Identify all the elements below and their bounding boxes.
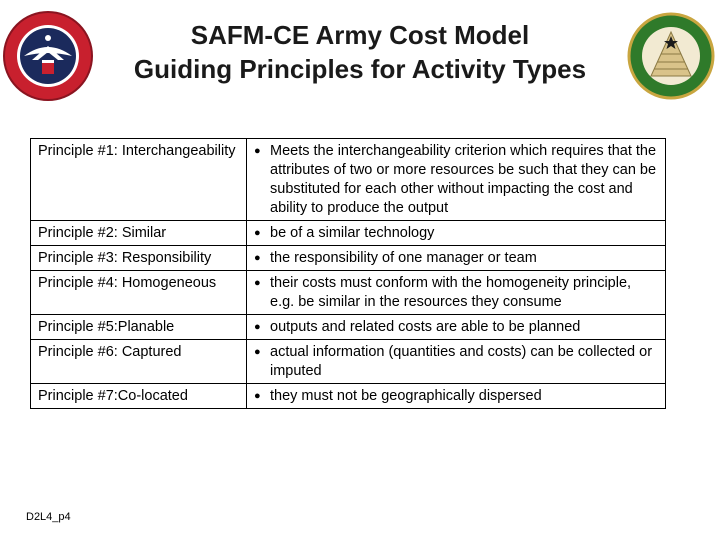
principle-name: Principle #2: Similar bbox=[31, 221, 247, 246]
principle-description bbox=[247, 315, 666, 340]
bullet-icon: ● bbox=[254, 390, 261, 402]
army-pyramid-seal-icon bbox=[627, 12, 715, 100]
slide-id: D2L4_p4 bbox=[26, 511, 71, 523]
title-line-1: SAFM-CE Army Cost Model bbox=[190, 20, 530, 50]
principle-name: Principle #7:Co-located bbox=[31, 384, 247, 409]
bullet-icon: ● bbox=[254, 145, 261, 157]
principle-text: be of a similar technology bbox=[270, 225, 435, 241]
principle-name: Principle #5:Planable bbox=[31, 315, 247, 340]
table-row bbox=[31, 315, 666, 340]
principle-text: they must not be geographically dispersed bbox=[270, 388, 542, 404]
principle-text: actual information (quantities and costs) can be collected or imputed bbox=[270, 344, 653, 379]
principle-name: Principle #1: Interchangeability bbox=[31, 139, 247, 221]
table-row bbox=[31, 384, 666, 409]
principle-description bbox=[247, 271, 666, 315]
assistant-secretary-seal-icon bbox=[2, 10, 94, 102]
principle-description bbox=[247, 340, 666, 384]
principle-text: their costs must conform with the homogeneity principle, e.g. be similar in the resources they consume bbox=[270, 275, 632, 310]
principle-name: Principle #6: Captured bbox=[31, 340, 247, 384]
table-row bbox=[31, 139, 666, 221]
table-row bbox=[31, 271, 666, 315]
table-row bbox=[31, 221, 666, 246]
principle-name: Principle #3: Responsibility bbox=[31, 246, 247, 271]
principle-text: the responsibility of one manager or team bbox=[270, 250, 537, 266]
bullet-icon: ● bbox=[254, 227, 261, 239]
page-title bbox=[100, 18, 620, 86]
title-line-2: Guiding Principles for Activity Types bbox=[133, 54, 587, 84]
table-row bbox=[31, 340, 666, 384]
bullet-icon: ● bbox=[254, 321, 261, 333]
principle-description bbox=[247, 384, 666, 409]
principle-text: outputs and related costs are able to be planned bbox=[270, 319, 581, 335]
principle-description bbox=[247, 221, 666, 246]
principles-table bbox=[30, 138, 666, 409]
principle-description bbox=[247, 246, 666, 271]
table-row bbox=[31, 246, 666, 271]
bullet-icon: ● bbox=[254, 277, 261, 289]
principle-name: Principle #4: Homogeneous bbox=[31, 271, 247, 315]
principle-description bbox=[247, 139, 666, 221]
bullet-icon: ● bbox=[254, 346, 261, 358]
principle-text: Meets the interchangeability criterion which requires that the attributes of two or more resources be such that they can be substituted for each other without impacting the cost and ability to produce the output bbox=[270, 143, 657, 216]
bullet-icon: ● bbox=[254, 252, 261, 264]
